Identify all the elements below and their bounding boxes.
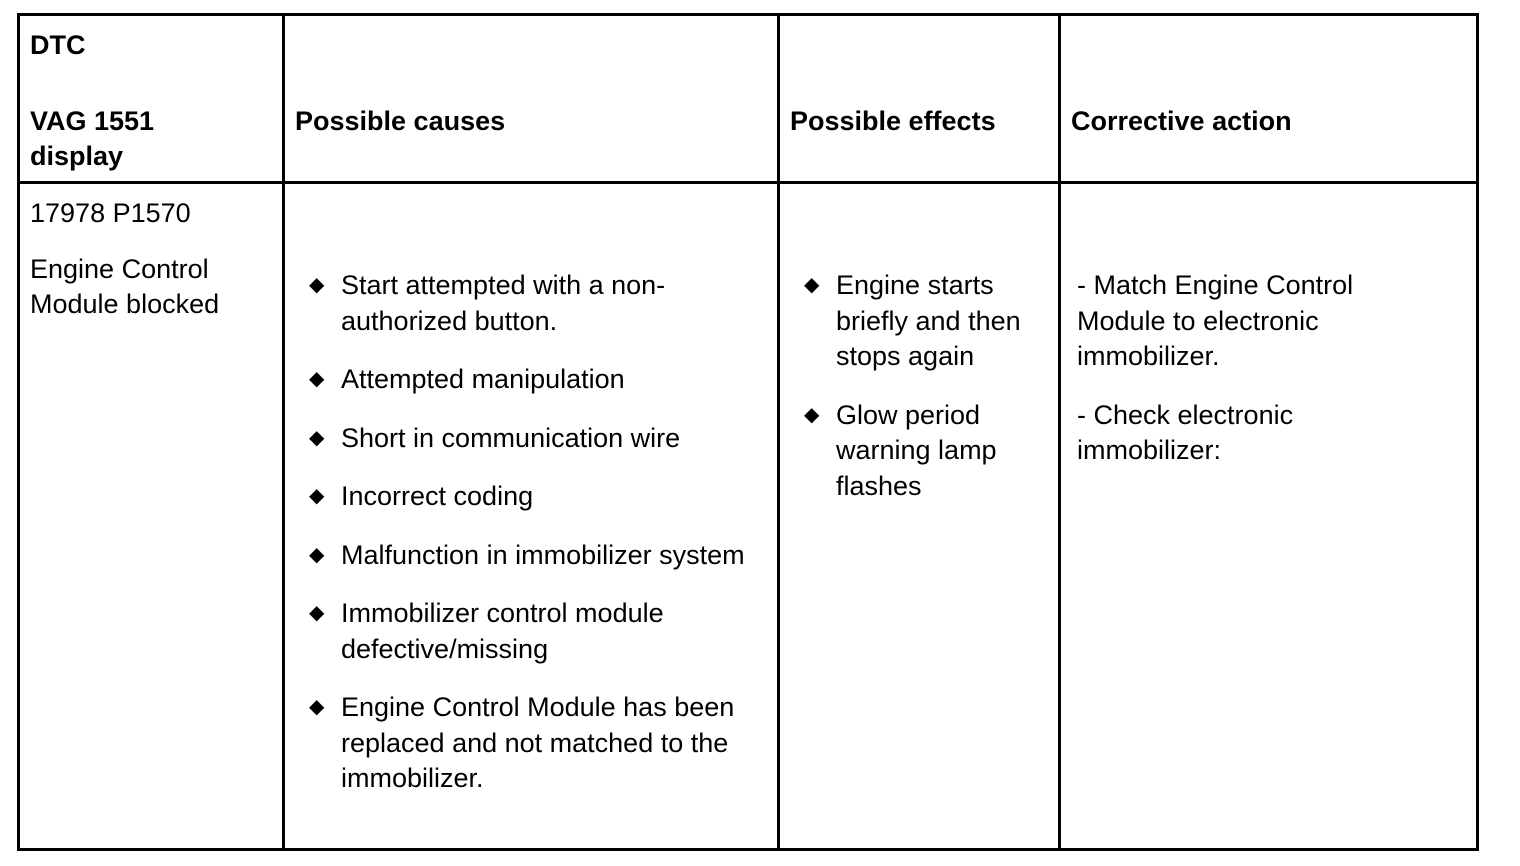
causes-list [305,268,751,820]
causes-cell [284,183,779,850]
action-list [1077,268,1437,492]
header-causes-label: Possible causes [295,106,506,136]
dtc-cell [19,183,284,850]
list-item [800,398,1046,505]
diamond-bullet-icon: ◆ [309,696,325,718]
list-item [305,268,751,339]
header-causes [284,15,779,183]
list-item [305,362,751,398]
header-effects [779,15,1060,183]
list-item-text: Immobilizer control module defective/missing [341,598,664,664]
header-effects-label: Possible effects [790,106,996,136]
list-item-text: Glow period warning lamp flashes [836,399,997,501]
dtc-table [17,13,1479,851]
header-dtc [19,15,284,183]
list-item [305,596,751,667]
table-row [19,183,1478,850]
action-item: - Check electronic immobilizer: [1077,399,1294,465]
list-item [800,268,1046,375]
effects-list [800,268,1046,527]
diamond-bullet-icon: ◆ [804,403,820,426]
dtc-code: 17978 P1570 [30,198,191,228]
header-action-label: Corrective action [1071,106,1292,136]
list-item-text: Malfunction in immobilizer system [341,539,745,570]
header-dtc-label: DTC [30,30,86,60]
list-item-text: Incorrect coding [341,481,534,511]
dtc-description: Engine Control Module blocked [30,254,220,319]
diamond-bullet-icon: ◆ [804,274,820,296]
effects-cell [779,183,1060,850]
action-item: - Match Engine Control Module to electronic immobilizer. [1077,270,1354,371]
diamond-bullet-icon: ◆ [309,485,325,507]
header-display-label: VAG 1551 display [30,106,155,171]
diamond-bullet-icon: ◆ [309,274,325,296]
list-item [305,690,751,797]
list-item-text: Short in communication wire [341,422,681,453]
list-item [305,479,751,515]
list-item-text: Engine starts briefly and then stops again [836,270,1021,371]
list-item [305,538,751,574]
list-item-text: Engine Control Module has been replaced and not matched to the immobilizer. [341,692,735,793]
list-item-text: Start attempted with a non-authorized button. [341,270,666,336]
diamond-bullet-icon: ◆ [309,543,325,566]
action-cell [1060,183,1478,850]
diamond-bullet-icon: ◆ [309,602,325,624]
header-action [1060,15,1478,183]
list-item-text: Attempted manipulation [341,364,625,394]
diamond-bullet-icon: ◆ [309,368,325,390]
diamond-bullet-icon: ◆ [309,426,325,449]
list-item [305,421,751,457]
header-row [19,15,1478,183]
